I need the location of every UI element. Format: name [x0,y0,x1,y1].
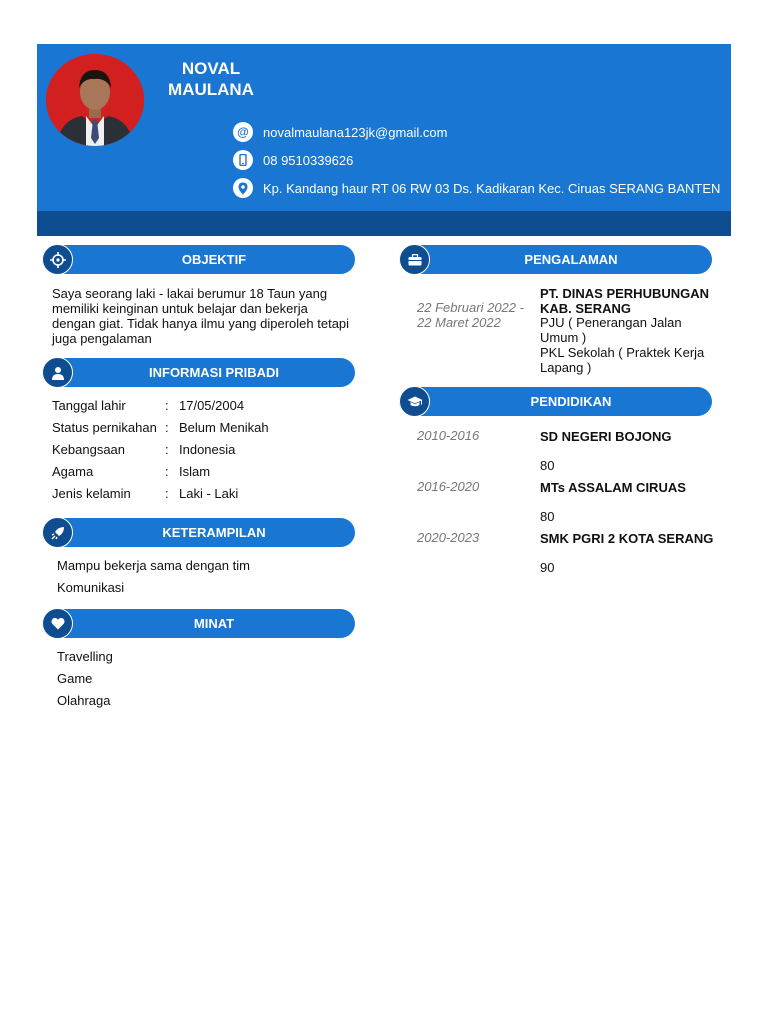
section-pendidikan [399,387,712,416]
education-years: 2010-2016 [417,428,480,443]
date-line: 22 Februari 2022 - [417,300,524,315]
target-icon [42,244,73,275]
email-text[interactable]: novalmaulana123jk@gmail.com [263,124,448,140]
section-pengalaman [399,245,712,274]
last-name: MAULANA [168,80,254,99]
section-keterampilan [42,518,355,547]
info-sep: : [165,442,169,457]
experience-desc [540,315,704,375]
education-years: 2016-2020 [417,479,480,494]
section-title: MINAT [193,616,235,631]
education-score: 80 [540,458,555,473]
info-sep: : [165,486,169,501]
info-value: Laki - Laki [179,486,239,501]
education-score: 80 [540,509,555,524]
address-text: Kp. Kandang haur RT 06 RW 03 Ds. Kadikaran Kec. Ciruas SERANG BANTEN [263,180,721,196]
education-score: 90 [540,560,555,575]
phone-text[interactable]: 08 9510339626 [263,152,354,168]
section-title: PENGALAMAN [524,252,618,267]
graduation-cap-icon [399,386,430,417]
user-icon [42,357,73,388]
rocket-icon [42,517,73,548]
info-value: Belum Menikah [179,420,269,435]
profile-photo [46,54,144,146]
desc-line: PJU ( Penerangan Jalan [540,315,682,330]
briefcase-icon [399,244,430,275]
info-label: Tanggal lahir [52,398,126,413]
education-school: SMK PGRI 2 KOTA SERANG [540,531,714,546]
info-sep: : [165,398,169,413]
desc-line: Umum ) [540,330,587,345]
contact-email[interactable] [233,122,447,142]
heart-icon [42,608,73,639]
date-line: 22 Maret 2022 [417,315,501,330]
header-strip [37,211,731,236]
objektif-line: dengan giat. Tidak hanya ilmu yang diperoleh tetapi [52,316,350,331]
contact-phone[interactable] [233,150,353,170]
education-school: SD NEGERI BOJONG [540,429,672,444]
info-sep: : [165,420,169,435]
interest-item: Game [57,671,93,686]
education-school: MTs ASSALAM CIRUAS [540,480,686,495]
org-line: PT. DINAS PERHUBUNGAN [540,286,710,301]
section-title: INFORMASI PRIBADI [149,365,279,380]
interest-item: Travelling [57,649,113,664]
full-name [160,58,262,100]
info-value: Islam [179,464,211,479]
info-sep: : [165,464,169,479]
info-label: Jenis kelamin [52,486,131,501]
first-name: NOVAL [181,59,241,78]
desc-line: Lapang ) [540,360,592,375]
section-informasi-pribadi [42,358,355,387]
skill-item: Mampu bekerja sama dengan tim [57,558,250,573]
section-title: OBJEKTIF [181,252,247,267]
objektif-line: Saya seorang laki - lakai berumur 18 Taun yang [52,286,328,301]
section-title: PENDIDIKAN [530,394,612,409]
info-value: 17/05/2004 [179,398,245,413]
experience-org [540,286,709,316]
contact-address [233,178,720,198]
interest-item: Olahraga [57,693,111,708]
section-title: KETERAMPILAN [162,525,266,540]
location-pin-icon [233,178,253,198]
info-label: Agama [52,464,94,479]
education-years: 2020-2023 [417,530,480,545]
avatar [46,54,144,146]
phone-icon [233,150,253,170]
at-icon: @ [233,122,253,142]
objektif-text [52,286,352,346]
section-objektif [42,245,355,274]
section-minat [42,609,355,638]
objektif-line: juga pengalaman [52,331,152,346]
objektif-line: memiliki keinginan untuk belajar dan bekerja [52,301,308,316]
info-label: Kebangsaan [52,442,126,457]
desc-line: PKL Sekolah ( Praktek Kerja [540,345,705,360]
org-line: KAB. SERANG [540,301,632,316]
skill-item: Komunikasi [57,580,125,595]
info-label: Status pernikahan [52,420,157,435]
info-value: Indonesia [179,442,236,457]
experience-date [417,300,524,330]
